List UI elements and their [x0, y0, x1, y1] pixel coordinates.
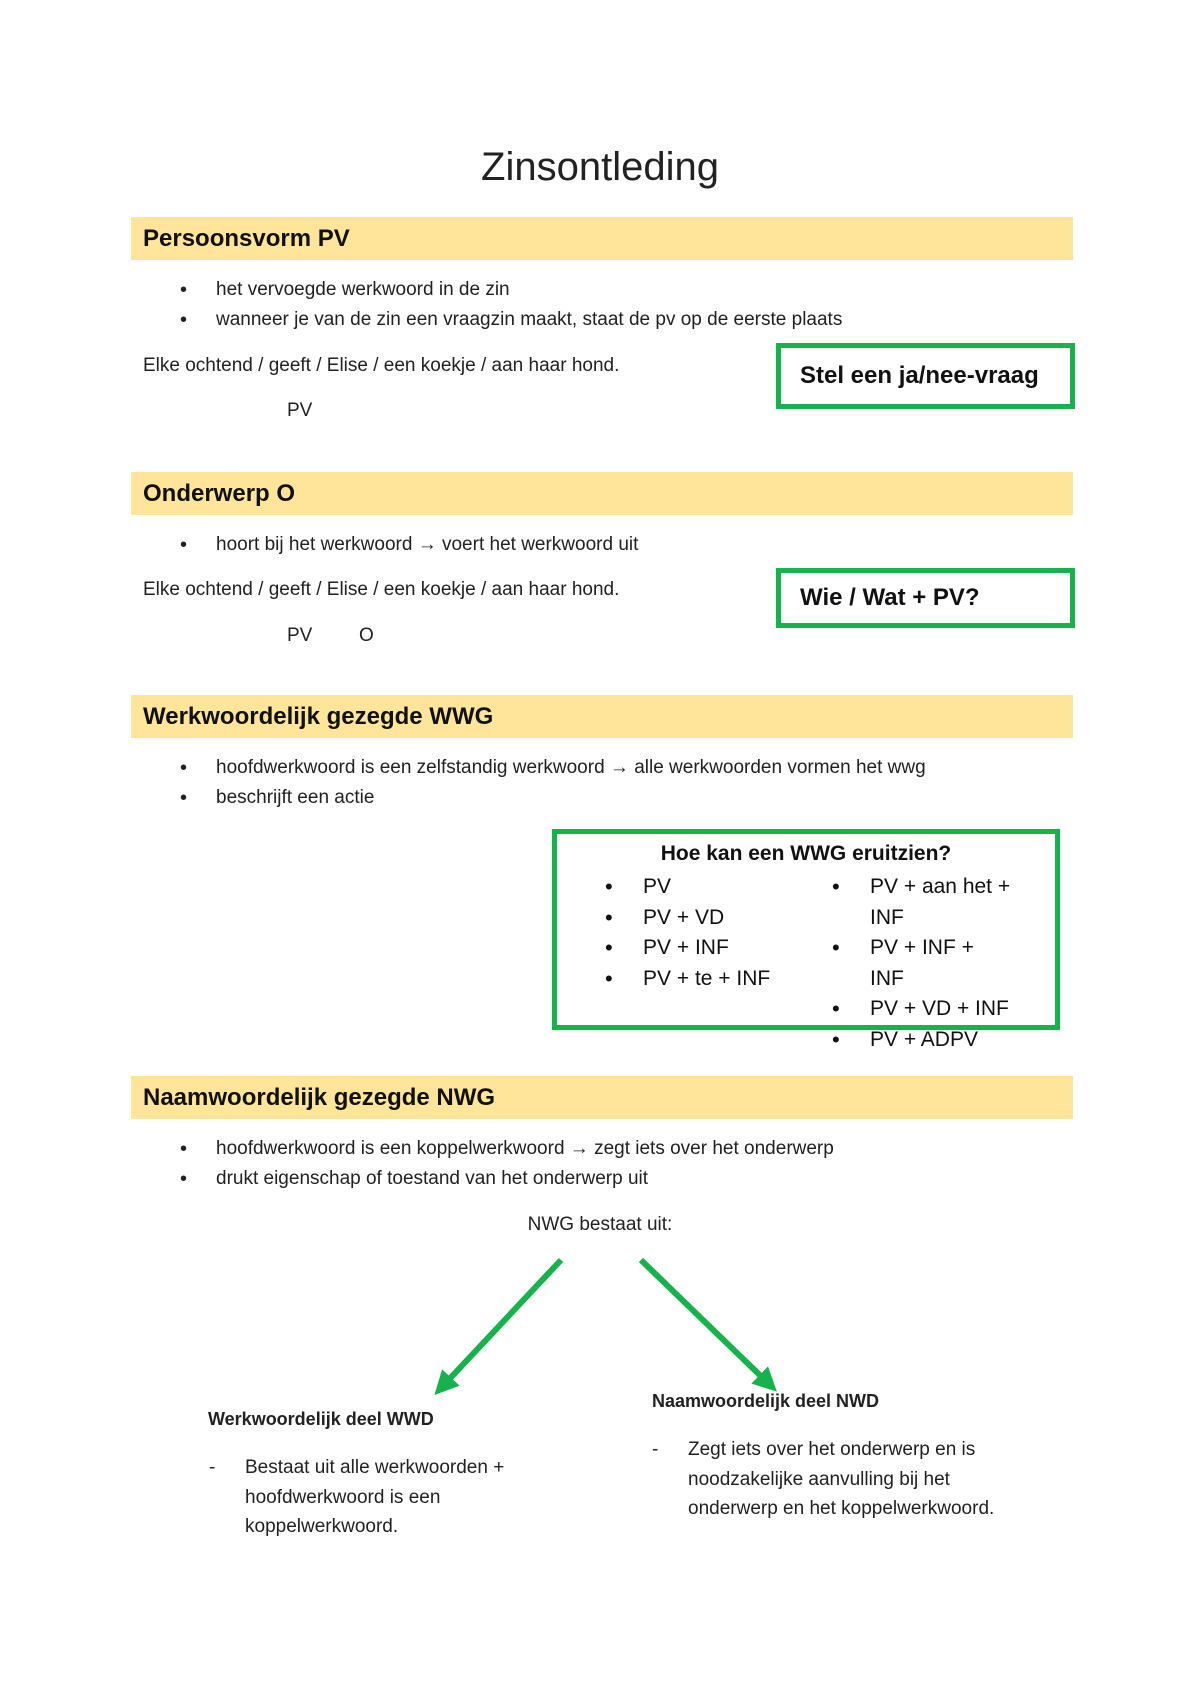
list-item: • drukt eigenschap of toestand van het onderwerp uit — [180, 1164, 834, 1194]
section-heading-pv: Persoonsvorm PV — [131, 217, 1073, 260]
list-item: - Bestaat uit alle werkwoorden + hoofdwerkwoord is een koppelwerkwoord. — [209, 1453, 539, 1542]
section-heading-onderwerp: Onderwerp O — [131, 472, 1073, 515]
list-item: • het vervoegde werkwoord in de zin — [180, 275, 842, 305]
list-item: - Zegt iets over het onderwerp en is noodzakelijke aanvulling bij het onderwerp en het koppelwerkwoord. — [652, 1435, 997, 1524]
list-item: • PV + VD — [605, 903, 805, 934]
pv-tip-box: Stel een ja/nee-vraag — [776, 343, 1075, 409]
list-item: • hoofdwerkwoord is een koppelwerkwoord → zegt iets over het onderwerp — [180, 1134, 834, 1164]
onderwerp-o-label: O — [359, 625, 374, 646]
list-item: • PV + aan het + INF — [832, 872, 1012, 933]
list-item: • PV + INF + INF — [832, 933, 1012, 994]
list-item: • PV + ADPV — [832, 1025, 1012, 1056]
arrow-right-icon — [641, 1260, 770, 1385]
wwg-box-title: Hoe kan een WWG eruitzien? — [660, 842, 952, 865]
wwd-title: Werkwoordelijk deel WWD — [208, 1409, 434, 1429]
section-heading-wwg: Werkwoordelijk gezegde WWG — [131, 695, 1073, 738]
list-item: • beschrijft een actie — [180, 783, 926, 813]
list-item: • hoofdwerkwoord is een zelfstandig werkwoord → alle werkwoorden vormen het wwg — [180, 753, 926, 783]
nwd-description-list — [652, 1435, 997, 1524]
list-item: • PV + INF — [605, 933, 805, 964]
pv-example-sentence: Elke ochtend / geeft / Elise / een koekje / aan haar hond. — [143, 355, 620, 376]
arrow-left-icon — [441, 1260, 561, 1388]
list-item: • PV + VD + INF — [832, 994, 1012, 1025]
nwg-consists-of: NWG bestaat uit: — [527, 1214, 673, 1235]
onderwerp-pv-label: PV — [287, 625, 313, 646]
onderwerp-example-sentence: Elke ochtend / geeft / Elise / een koekje / aan haar hond. — [143, 579, 620, 600]
wwd-description-list — [209, 1453, 539, 1542]
list-item: • wanneer je van de zin een vraagzin maakt, staat de pv op de eerste plaats — [180, 305, 842, 335]
section-heading-nwg: Naamwoordelijk gezegde NWG — [131, 1076, 1073, 1119]
list-item: • PV — [605, 872, 805, 903]
nwd-title: Naamwoordelijk deel NWD — [652, 1391, 880, 1411]
list-item: • PV + te + INF — [605, 964, 805, 995]
list-item: • hoort bij het werkwoord → voert het werkwoord uit — [180, 530, 638, 560]
page-title: Zinsontleding — [481, 145, 719, 189]
pv-label: PV — [287, 400, 313, 421]
onderwerp-tip-box: Wie / Wat + PV? — [776, 568, 1075, 628]
